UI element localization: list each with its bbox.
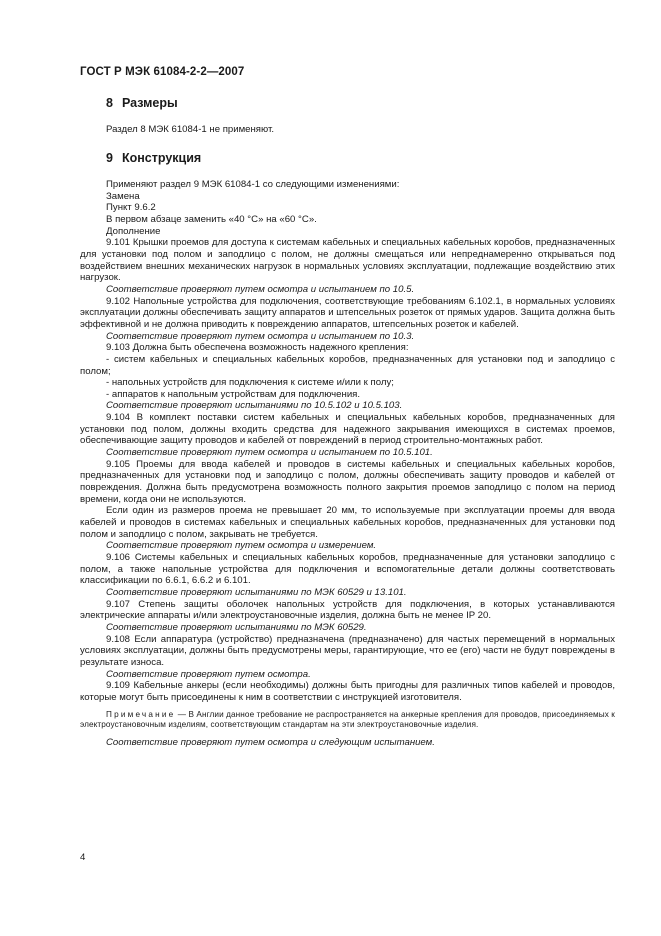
section-9-title: Конструкция xyxy=(121,151,202,165)
section-8-number: 8 xyxy=(106,96,113,110)
compliance-text: Соответствие проверяют испытаниями по МЭК 60529. xyxy=(106,621,367,633)
paragraph: В первом абзаце заменить «40 °С» на «60 °С». xyxy=(106,213,317,225)
section-8-text: Раздел 8 МЭК 61084-1 не применяют. xyxy=(106,124,274,135)
paragraph: Замена xyxy=(106,190,140,202)
document-header: ГОСТ Р МЭК 61084-2-2—2007 xyxy=(80,66,245,78)
clause-9-106: 9.106 Системы кабельных и специальных кабельных коробов, предназначенные для установки заподлицо с полом, а также напольные устройства для подключения и вспомогательные детали должны соответствовать классификации по 6.6.1, 6.6.2 и 6.101. xyxy=(80,552,615,587)
clause-9-103: 9.103 Должна быть обеспечена возможность надежного крепления: xyxy=(106,342,409,354)
compliance-text: Соответствие проверяют путем осмотра и испытанием по 10.5.101. xyxy=(106,447,433,459)
paragraph: Применяют раздел 9 МЭК 61084-1 со следующими изменениями: xyxy=(106,179,400,190)
compliance-text: Соответствие проверяют путем осмотра и испытанием по 10.3. xyxy=(106,330,415,342)
clause-9-107: 9.107 Степень защиты оболочек напольных устройств для подключения, в которых устанавливаются электрические аппараты и/или электроустановочные изделия, должна быть не менее IP 20. xyxy=(80,598,615,622)
section-8-heading xyxy=(106,96,178,110)
section-9-number: 9 xyxy=(106,151,113,165)
clause-9-108: 9.108 Если аппаратура (устройство) предназначена (предназначено) для частых перемещений в нормальных условиях эксплуатации, должны быть предусмотрены меры, гарантирующие, что ее (его) части не будут повреждены в результате износа. xyxy=(80,633,615,668)
paragraph: Дополнение xyxy=(106,225,161,237)
compliance-text: Соответствие проверяют путем осмотра. xyxy=(106,668,311,680)
clause-9-104: 9.104 В комплект поставки систем кабельных и специальных кабельных коробов, предназначенных для установки под полом, должны входить средства для надежного закрывания имеющихся в системах проемов, обеспечивающие защиту проводов и кабелей от повреждений в период строительно-монтажных работ. xyxy=(80,412,615,447)
clause-9-105: 9.105 Проемы для ввода кабелей и проводов в системы кабельных и специальных кабельных коробов, предназначенных для установки под и заподлицо с полом, должны обеспечивать защиту проводов и кабелей от повреждения. Должна быть предусмотрена возможность полного закрытия проемов заподлицо с полом на период времени, когда они не используются. xyxy=(80,458,615,505)
compliance-text: Соответствие проверяют испытаниями по 10.5.102 и 10.5.103. xyxy=(106,400,403,412)
compliance-text: Соответствие проверяют испытаниями по МЭК 60529 и 13.101. xyxy=(106,586,407,598)
note xyxy=(80,710,615,731)
section-9-body xyxy=(80,179,615,749)
page-number: 4 xyxy=(80,852,86,863)
clause-9-109: 9.109 Кабельные анкеры (если необходимы) должны быть пригодны для различных типов кабелей и проводов, которые могут быть присоединены к ним в соответствии с инструкцией изготовителя. xyxy=(80,680,615,703)
note-text: — В Англии данное требование не распространяется на анкерные крепления для проводов, присоединяемых к электроустановочным изделиям, соответствующим стандартам на эти электроустановочные изделия. xyxy=(80,709,615,729)
clause-9-102: 9.102 Напольные устройства для подключения, соответствующие требованиям 6.102.1, в нормальных условиях эксплуатации должны обеспечивать защиту аппаратов и штепсельных розеток от прямых ударов. Защита должна быть эффективной и не должна приводить к повреждению аппаратов, штепсельных розеток и кабелей. xyxy=(80,295,615,330)
final-compliance-text: Соответствие проверяют путем осмотра и следующим испытанием. xyxy=(106,737,435,749)
list-item: - систем кабельных и специальных кабельных коробов, предназначенных для установки под и заподлицо с полом; xyxy=(80,353,615,377)
paragraph: Пункт 9.6.2 xyxy=(106,202,156,214)
list-item: - аппаратов к напольным устройствам для подключения. xyxy=(106,388,361,400)
list-item: - напольных устройств для подключения к системе и/или к полу; xyxy=(106,377,394,389)
clause-9-101: 9.101 Крышки проемов для доступа к системам кабельных и специальных кабельных коробов, предназначенных для установки под полом и заподлицо с полом, не должны смещаться или непреднамеренно открываться под воздействием внешних механических нагрузок в нормальных условиях эксплуатации, подлежащие воздействию этих нагрузок. xyxy=(80,237,615,284)
section-9-heading xyxy=(106,151,201,165)
note-label: Примечание xyxy=(106,709,176,719)
section-8-title: Размеры xyxy=(121,96,178,110)
compliance-text: Соответствие проверяют путем осмотра и измерением. xyxy=(106,540,377,552)
paragraph: Если один из размеров проема не превышает 20 мм, то используемые при эксплуатации проемы для ввода кабелей и проводов в системах кабельных и специальных кабельных коробов, предназначенных для установки под полом и заподлицо с полом, закрывать не требуется. xyxy=(80,505,615,540)
compliance-text: Соответствие проверяют путем осмотра и испытанием по 10.5. xyxy=(106,283,415,295)
